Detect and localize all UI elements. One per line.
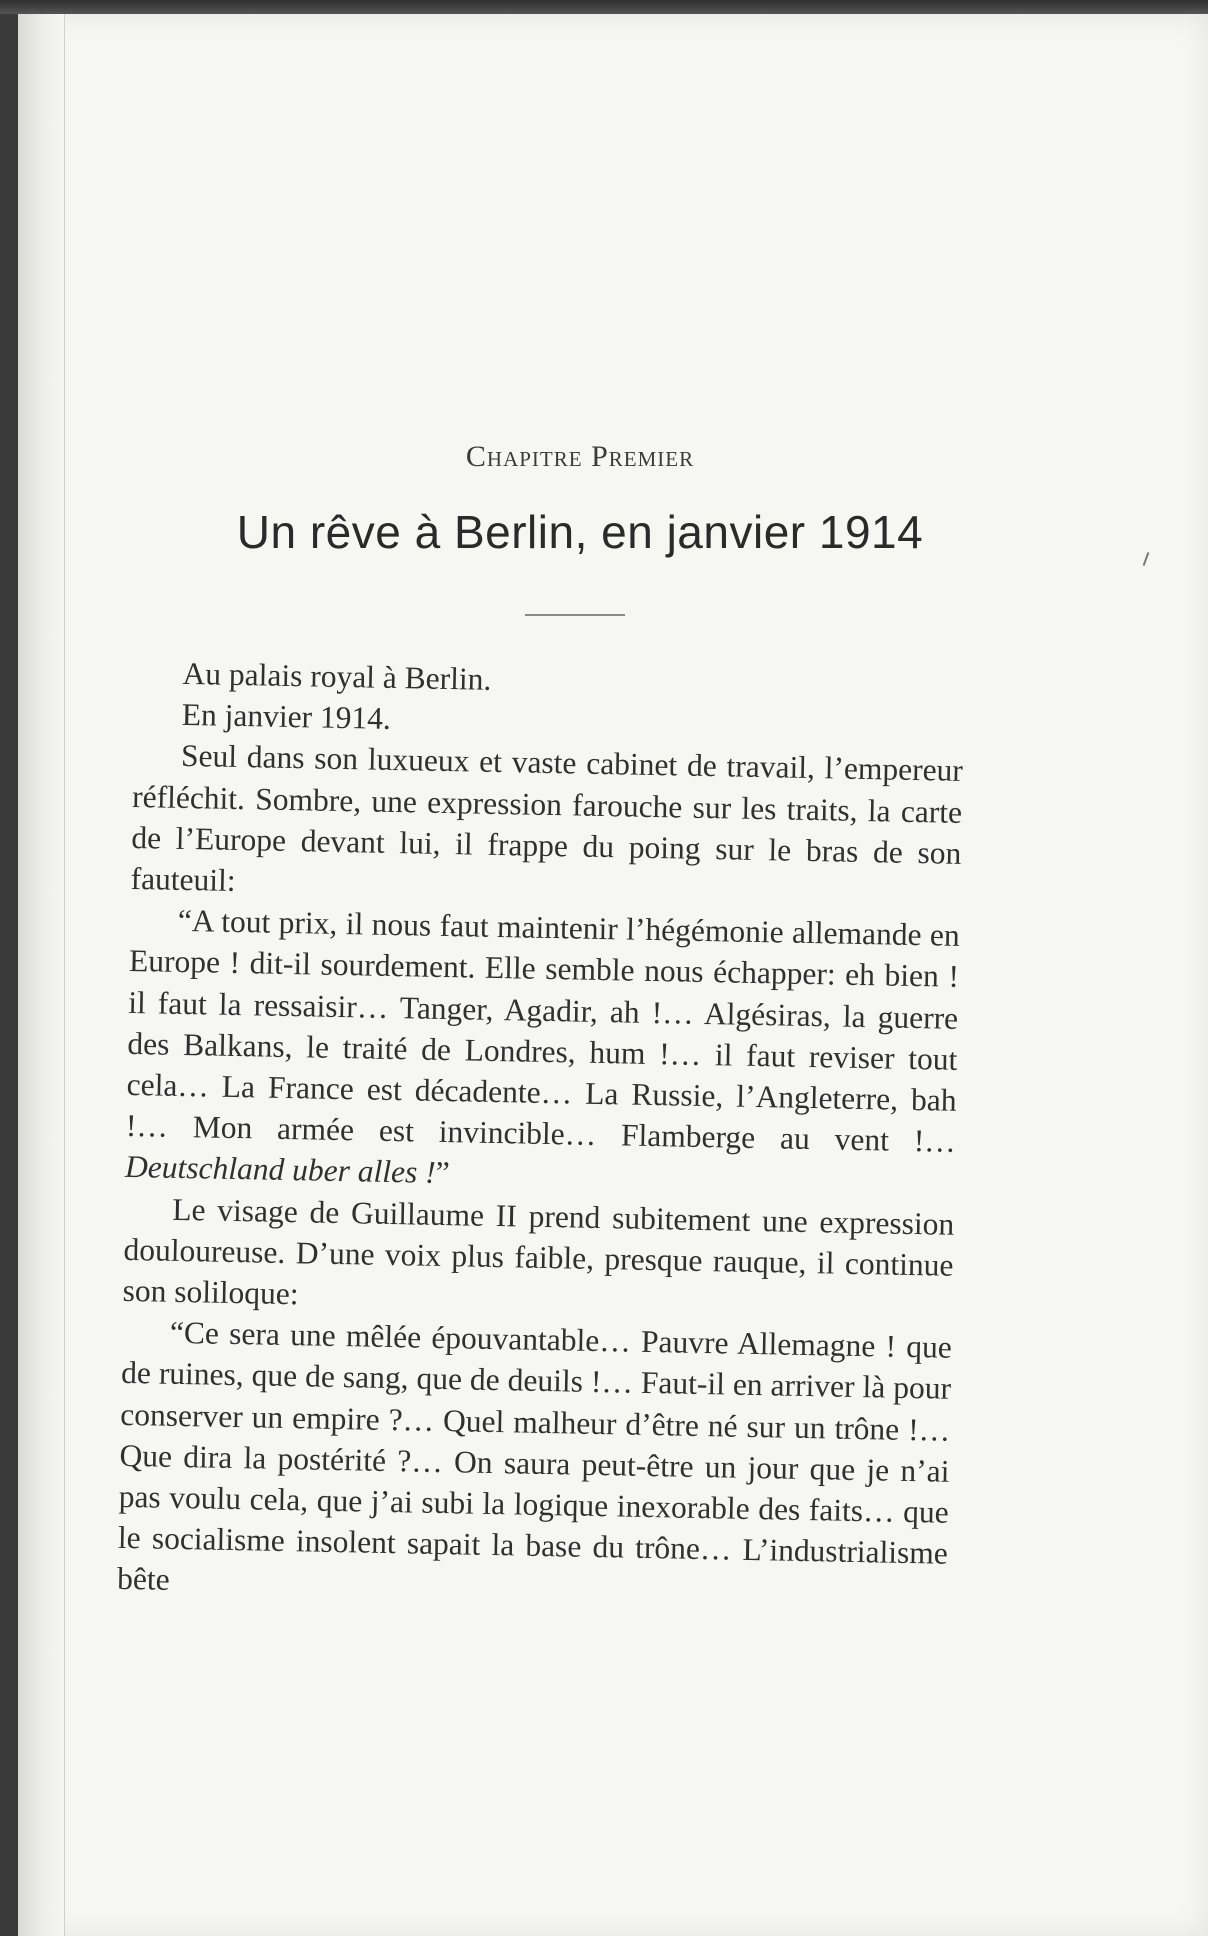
speech-close-quote: ”: [435, 1155, 450, 1191]
scan-top-edge: [0, 0, 1208, 14]
paragraph-place: Au palais royal à Berlin.: [182, 655, 492, 697]
paragraph-emperor-speech: [125, 899, 960, 1203]
title-divider: [525, 614, 625, 616]
chapter-label: Chapitre Premier: [465, 440, 695, 473]
page-gutter: [18, 14, 65, 1936]
chapter-title: Un rêve à Berlin, en janvier 1914: [236, 506, 924, 558]
paragraph-emperor-reflects: Seul dans son luxueux et vaste cabinet de travail, l’empereur réfléchit. Sombre, une expression farouche sur les traits, la carte de l’Europe devant lui, il frappe du poing sur le bras de son fauteuil:: [130, 738, 964, 898]
paragraph-guillaume: Le visage de Guillaume II prend subitement une expression douloureuse. D’une voix plus faible, presque rauque, il continue son soliloque:: [122, 1191, 955, 1312]
speech-italic: Deutschland uber alles !: [124, 1149, 436, 1191]
paragraph-soliloquy: “Ce sera une mêlée épouvantable… Pauvre Allemagne ! que de ruines, que de sang, que de deuils !… Faut-il en arriver là pour conserver un empire ?… Quel malheur d’être né sur un trône !… Que dira la postérité ?… On saura peut-être un jour que je n’ai pas voulu cela, que j’ai subi la logique inexorable des faits… que le socialisme insolent sapait la base du trône… L’industrialisme bête: [116, 1315, 953, 1598]
chapter-body: [117, 652, 965, 1615]
speech-text: “A tout prix, il nous faut maintenir l’hégémonie allemande en Europe ! dit-il sourdement. Elle semble nous échapper: eh bien ! il faut la ressaisir… Tanger, Agadir, ah !… Algésiras, la guerre des Balkans, le traité de Londres, hum !… il faut reviser tout cela… La France est décadente… La Russie, l’Angleterre, bah !… Mon armée est invincible… Flamberge au vent !…: [125, 903, 961, 1160]
paragraph-date: En janvier 1914.: [181, 697, 392, 737]
